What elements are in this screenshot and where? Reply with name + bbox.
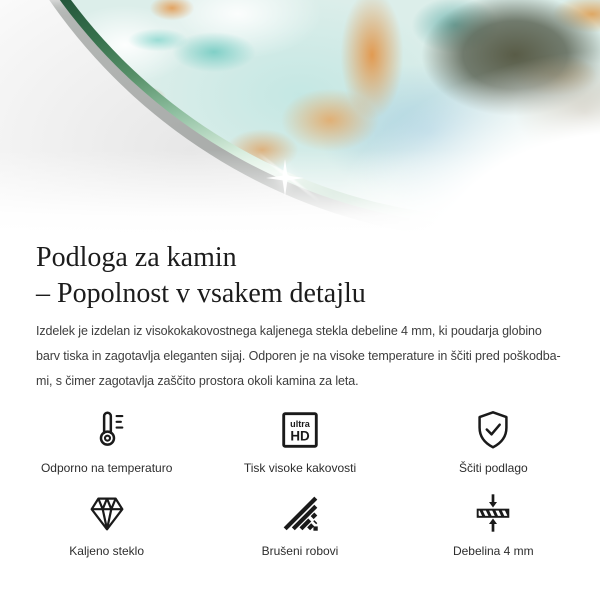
- polished-edges-icon: [277, 490, 323, 536]
- diamond-icon: [84, 490, 130, 536]
- feature-item-temperature: [10, 407, 203, 476]
- feature-label: Debelina 4 mm: [452, 544, 534, 558]
- feature-item-protects: [397, 407, 590, 476]
- product-description: [36, 319, 600, 394]
- description-line: barv tiska in zagotavlja eleganten sijaj. Odporen je na visoke temperature in ščiti pred poškodba-: [36, 349, 561, 363]
- ultra-hd-badge-bottom: HD: [290, 428, 310, 444]
- page-title-line1: Podloga za kamin: [36, 242, 237, 273]
- feature-label: Odporno na temperaturo: [40, 461, 173, 475]
- thickness-4mm-icon: [470, 490, 516, 536]
- features-grid: [10, 407, 590, 559]
- feature-label: Brušeni robovi: [261, 544, 339, 558]
- ultra-hd-print-icon: [277, 407, 323, 453]
- shield-check-icon: [470, 407, 516, 453]
- product-hero-image: [0, 0, 600, 238]
- description-line: mi, s čimer zagotavlja zaščito prostora okoli kamina za leta.: [36, 374, 359, 388]
- feature-item-polished-edges: [203, 490, 396, 559]
- feature-item-print-quality: [203, 407, 396, 476]
- feature-label: Tisk visoke kakovosti: [243, 461, 357, 475]
- feature-label: Ščiti podlago: [458, 461, 528, 475]
- description-line: Izdelek je izdelan iz visokokakovostnega kaljenega stekla debeline 4 mm, ki poudarja globino: [36, 324, 542, 338]
- hero-fade-overlay: [0, 0, 600, 238]
- sparkle-icon: [264, 157, 306, 199]
- temperature-resistant-icon: [84, 407, 130, 453]
- feature-label: Kaljeno steklo: [69, 544, 145, 558]
- ultra-hd-badge-top: ultra: [290, 419, 310, 430]
- page-title-line2: – Popolnost v vsakem detajlu: [36, 278, 366, 309]
- feature-item-tempered-glass: [10, 490, 203, 559]
- feature-item-thickness: [397, 490, 590, 559]
- page-title: [36, 240, 600, 312]
